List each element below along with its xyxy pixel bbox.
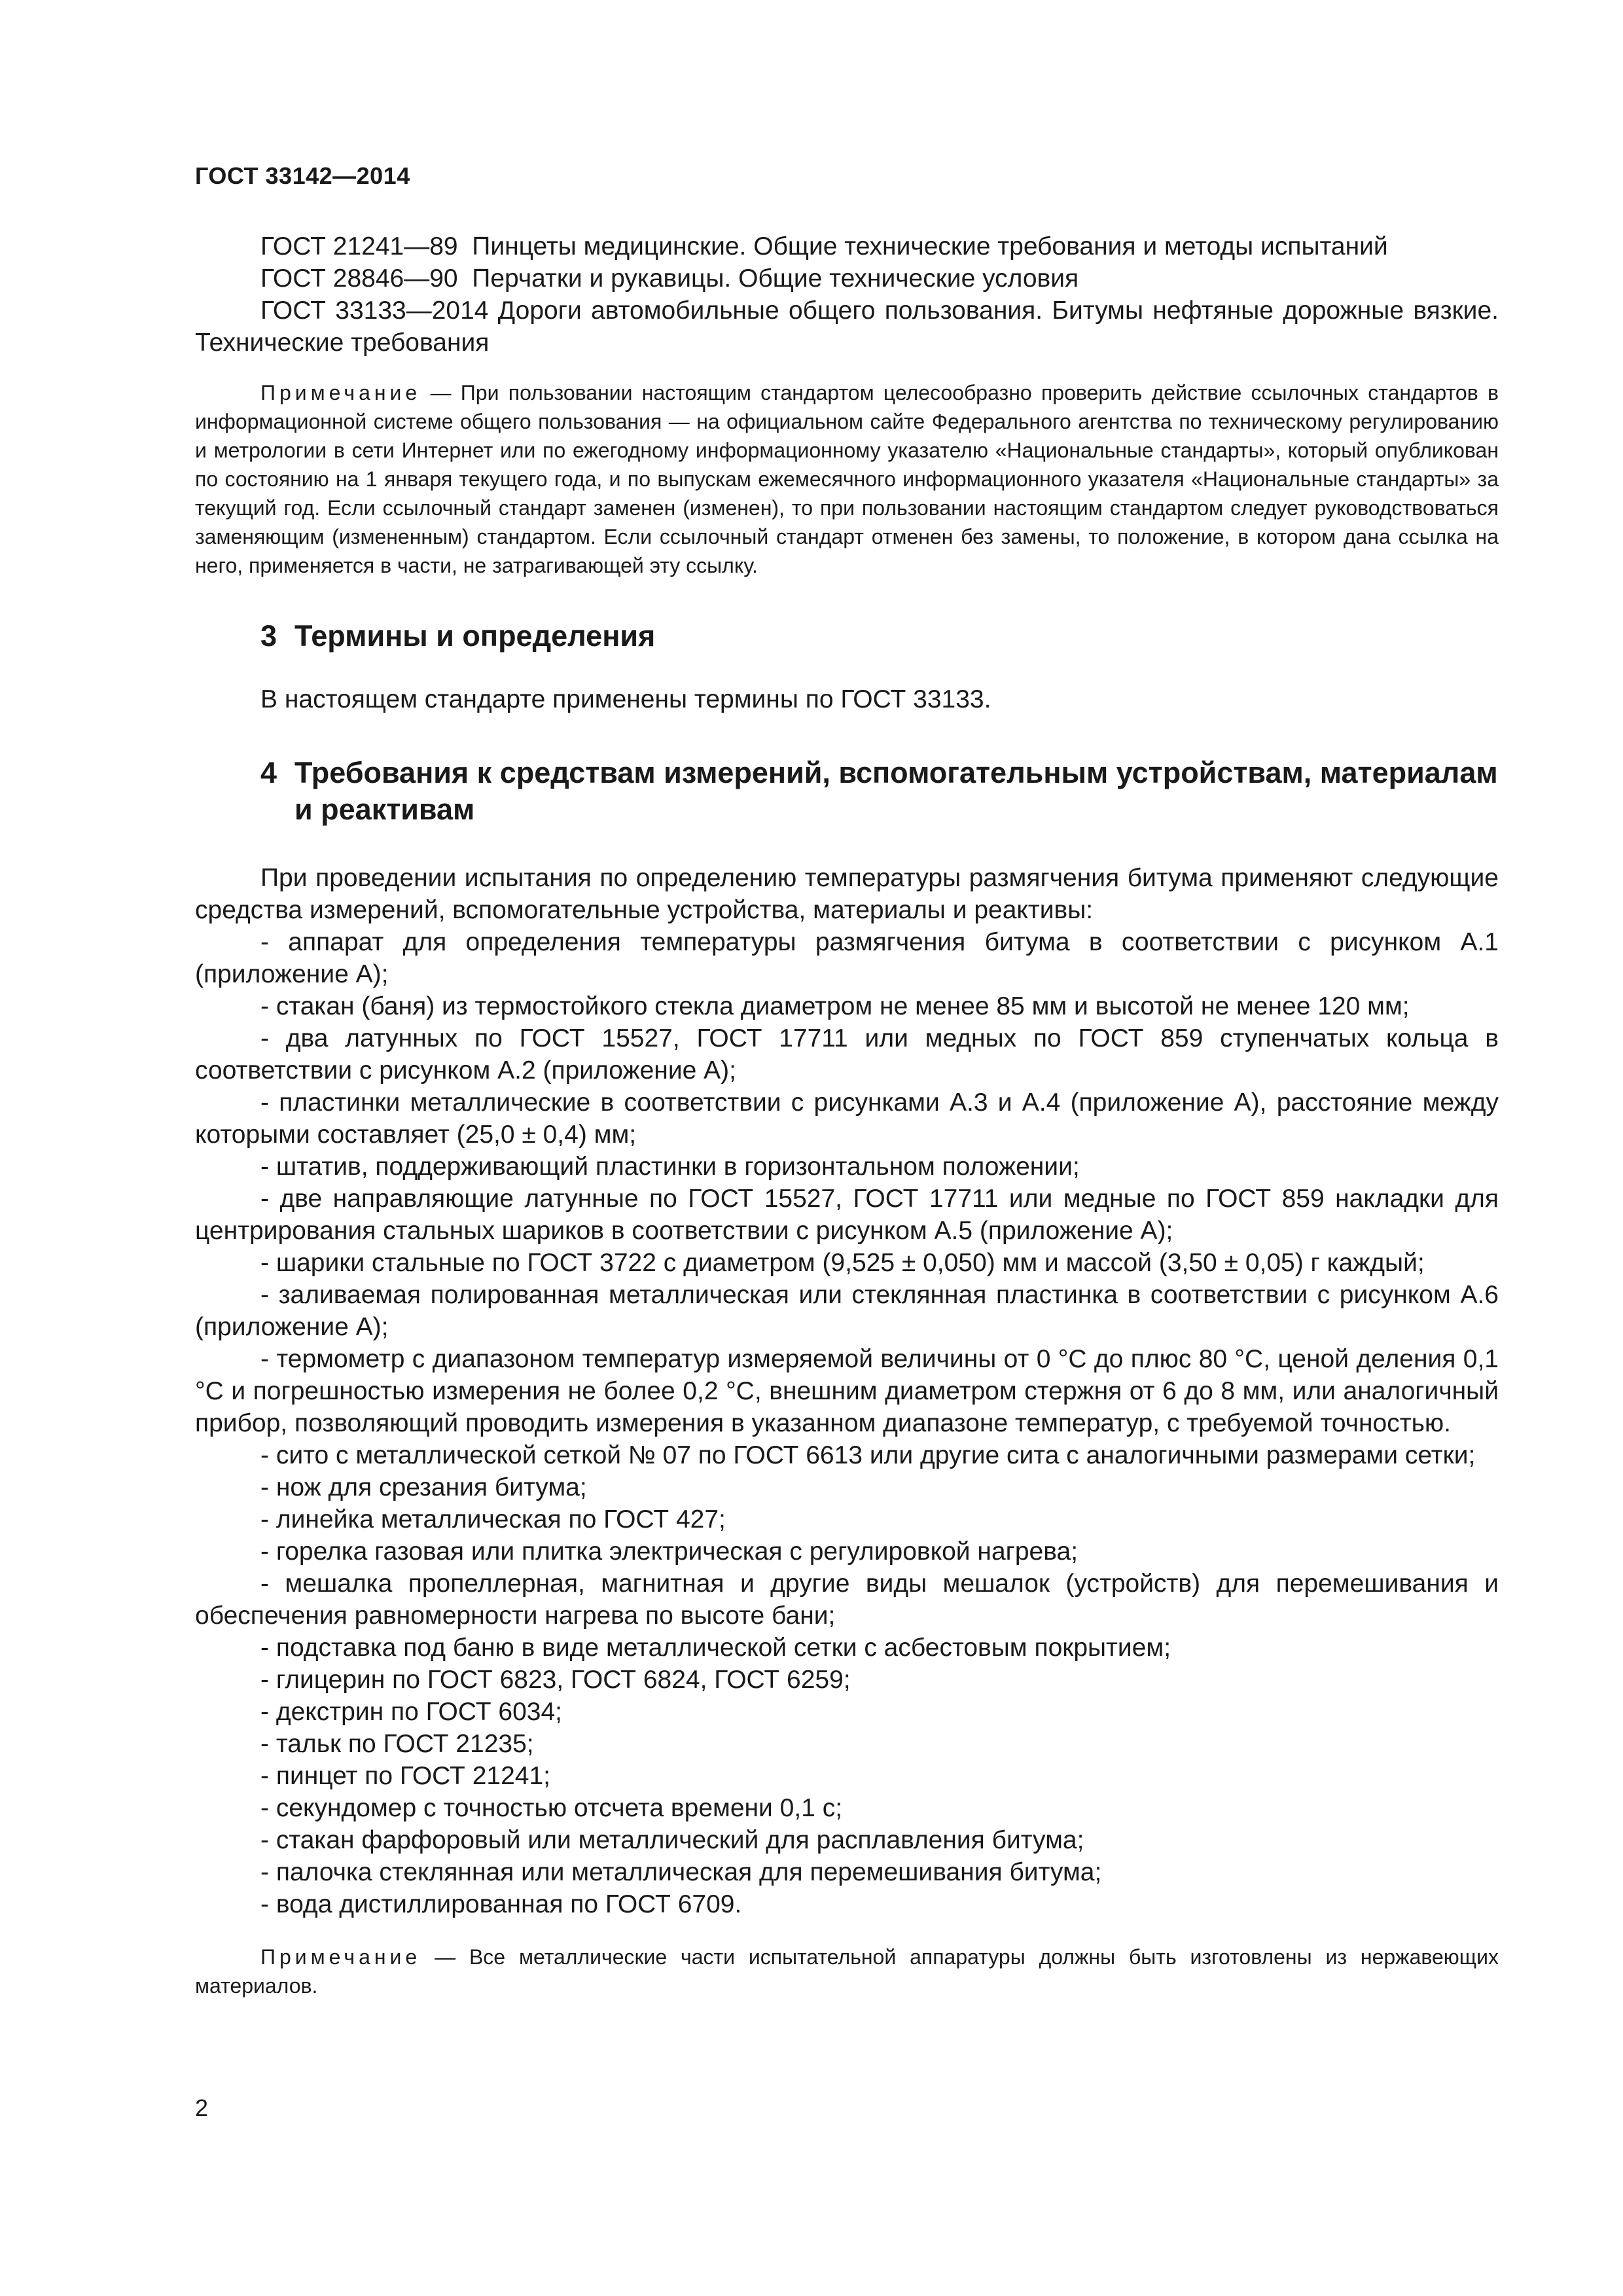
note-text: — При пользовании настоящим стандартом целесообразно проверить действие ссылочных стандартов в информационной системе общего пользования — на официальном сайте Федерального агентства по техническому регулированию и метрологии в сети Интернет или по ежегодному информационному указателю «Национальные стандарты», который опубликован по состоянию на 1 января текущего года, и по выпускам ежемесячного информационного указателя «Национальные стандарты» за текущий год. Если ссылочный стандарт заменен (изменен), то при пользовании настоящим стандартом следует руководствоваться заменяющим (измененным) стандартом. Если ссылочный стандарт отменен без замены, то положение, в котором дана ссылка на него, применяется в части, не затрагивающей эту ссылку. (195, 381, 1499, 577)
reference-title: Пинцеты медицинские. Общие технические требования и методы испытаний (472, 232, 1388, 260)
list-item: - штатив, поддерживающий пластинки в горизонтальном положении; (260, 1153, 1080, 1181)
list-item: - шарики стальные по ГОСТ 3722 с диаметром (9,525 ± 0,050) мм и массой (3,50 ± 0,05) г каждый; (260, 1249, 1425, 1277)
reference-code: ГОСТ 33133—2014 (260, 296, 489, 325)
list-item: - аппарат для определения температуры размягчения битума в соответствии с рисунком А.1 (приложение А); (195, 928, 1499, 988)
list-item: - два латунных по ГОСТ 15527, ГОСТ 17711 или медных по ГОСТ 859 ступенчатых кольца в соответствии с рисунком А.2 (приложение А); (195, 1024, 1499, 1085)
note-label: Примечание (260, 381, 421, 404)
page-number: 2 (195, 2094, 209, 2121)
list-item: - стакан фарфоровый или металлический для расплавления битума; (260, 1826, 1084, 1854)
section-title: Требования к средствам измерений, вспомогательным устройствам, материалам и реактивам (294, 756, 1498, 826)
references-note (195, 378, 1499, 580)
reference-item (195, 230, 1499, 262)
reference-title: Перчатки и рукавицы. Общие технические условия (472, 264, 1079, 293)
equipment-note (195, 1943, 1499, 2000)
list-item: - декстрин по ГОСТ 6034; (260, 1698, 563, 1726)
reference-code: ГОСТ 28846—90 (260, 264, 458, 293)
section-3-text: В настоящем стандарте применены термины по ГОСТ 33133. (260, 685, 991, 713)
list-item: - стакан (баня) из термостойкого стекла диаметром не менее 85 мм и высотой не менее 120 мм; (260, 992, 1410, 1020)
list-item: - мешалка пропеллерная, магнитная и другие виды мешалок (устройств) для перемешивания и обеспечения равномерности нагрева по высоте бани; (195, 1570, 1499, 1630)
list-item: - палочка стеклянная или металлическая для перемешивания битума; (260, 1858, 1102, 1886)
list-item: - секундомер с точностью отсчета времени 0,1 с; (260, 1794, 843, 1822)
note-label: Примечание (260, 1945, 421, 1969)
reference-code: ГОСТ 21241—89 (260, 232, 458, 260)
page-content (195, 230, 1499, 2000)
list-item: - заливаемая полированная металлическая или стеклянная пластинка в соответствии с рисунком А.6 (приложение А); (195, 1281, 1499, 1341)
section-title: Термины и определения (294, 619, 656, 653)
section-number: 4 (260, 756, 277, 789)
list-item: - вода дистиллированная по ГОСТ 6709. (260, 1890, 742, 1918)
list-item: - глицерин по ГОСТ 6823, ГОСТ 6824, ГОСТ 6259; (260, 1666, 851, 1694)
section-4-heading (195, 755, 1499, 828)
list-item: - нож для срезания битума; (260, 1473, 587, 1501)
list-item: - горелка газовая или плитка электрическая с регулировкой нагрева; (260, 1537, 1079, 1566)
section-4-intro: При проведении испытания по определению температуры размягчения битума применяют следующие средства измерений, вспомогательные устройства, материалы и реактивы: (195, 864, 1499, 924)
list-item: - тальк по ГОСТ 21235; (260, 1730, 534, 1758)
reference-title: Дороги автомобильные общего пользования. Битумы нефтяные дорожные вязкие. Технические требования (195, 296, 1499, 357)
references-list (195, 230, 1499, 359)
section-number: 3 (260, 619, 277, 653)
reference-item (195, 262, 1499, 295)
list-item: - пинцет по ГОСТ 21241; (260, 1762, 550, 1790)
section-3-heading (195, 618, 1499, 655)
reference-item (195, 295, 1499, 359)
list-item: - подставка под баню в виде металлической сетки с асбестовым покрытием; (260, 1634, 1171, 1662)
list-item: - линейка металлическая по ГОСТ 427; (260, 1505, 726, 1534)
list-item: - сито с металлической сеткой № 07 по ГОСТ 6613 или другие сита с аналогичными размерами сетки; (260, 1441, 1476, 1469)
list-item: - пластинки металлические в соответствии с рисунками А.3 и А.4 (приложение А), расстояние между которыми составляет (25,0 ± 0,4) мм; (195, 1088, 1499, 1149)
list-item: - термометр с диапазоном температур измеряемой величины от 0 °С до плюс 80 °С, ценой деления 0,1 °С и погрешностью измерения не более 0,2 °С, внешним диаметром стержня от 6 до 8 мм, или аналогичный прибор, позволяющий проводить измерения в указанном диапазоне температур, с требуемой точностью. (195, 1345, 1499, 1437)
document-code-header: ГОСТ 33142—2014 (195, 162, 410, 189)
note-text: — Все металлические части испытательной аппаратуры должны быть изготовлены из нержавеющих материалов. (195, 1945, 1499, 1998)
equipment-list (195, 926, 1499, 1920)
list-item: - две направляющие латунные по ГОСТ 15527, ГОСТ 17711 или медные по ГОСТ 859 накладки для центрирования стальных шариков в соответствии с рисунком А.5 (приложение А); (195, 1185, 1499, 1245)
